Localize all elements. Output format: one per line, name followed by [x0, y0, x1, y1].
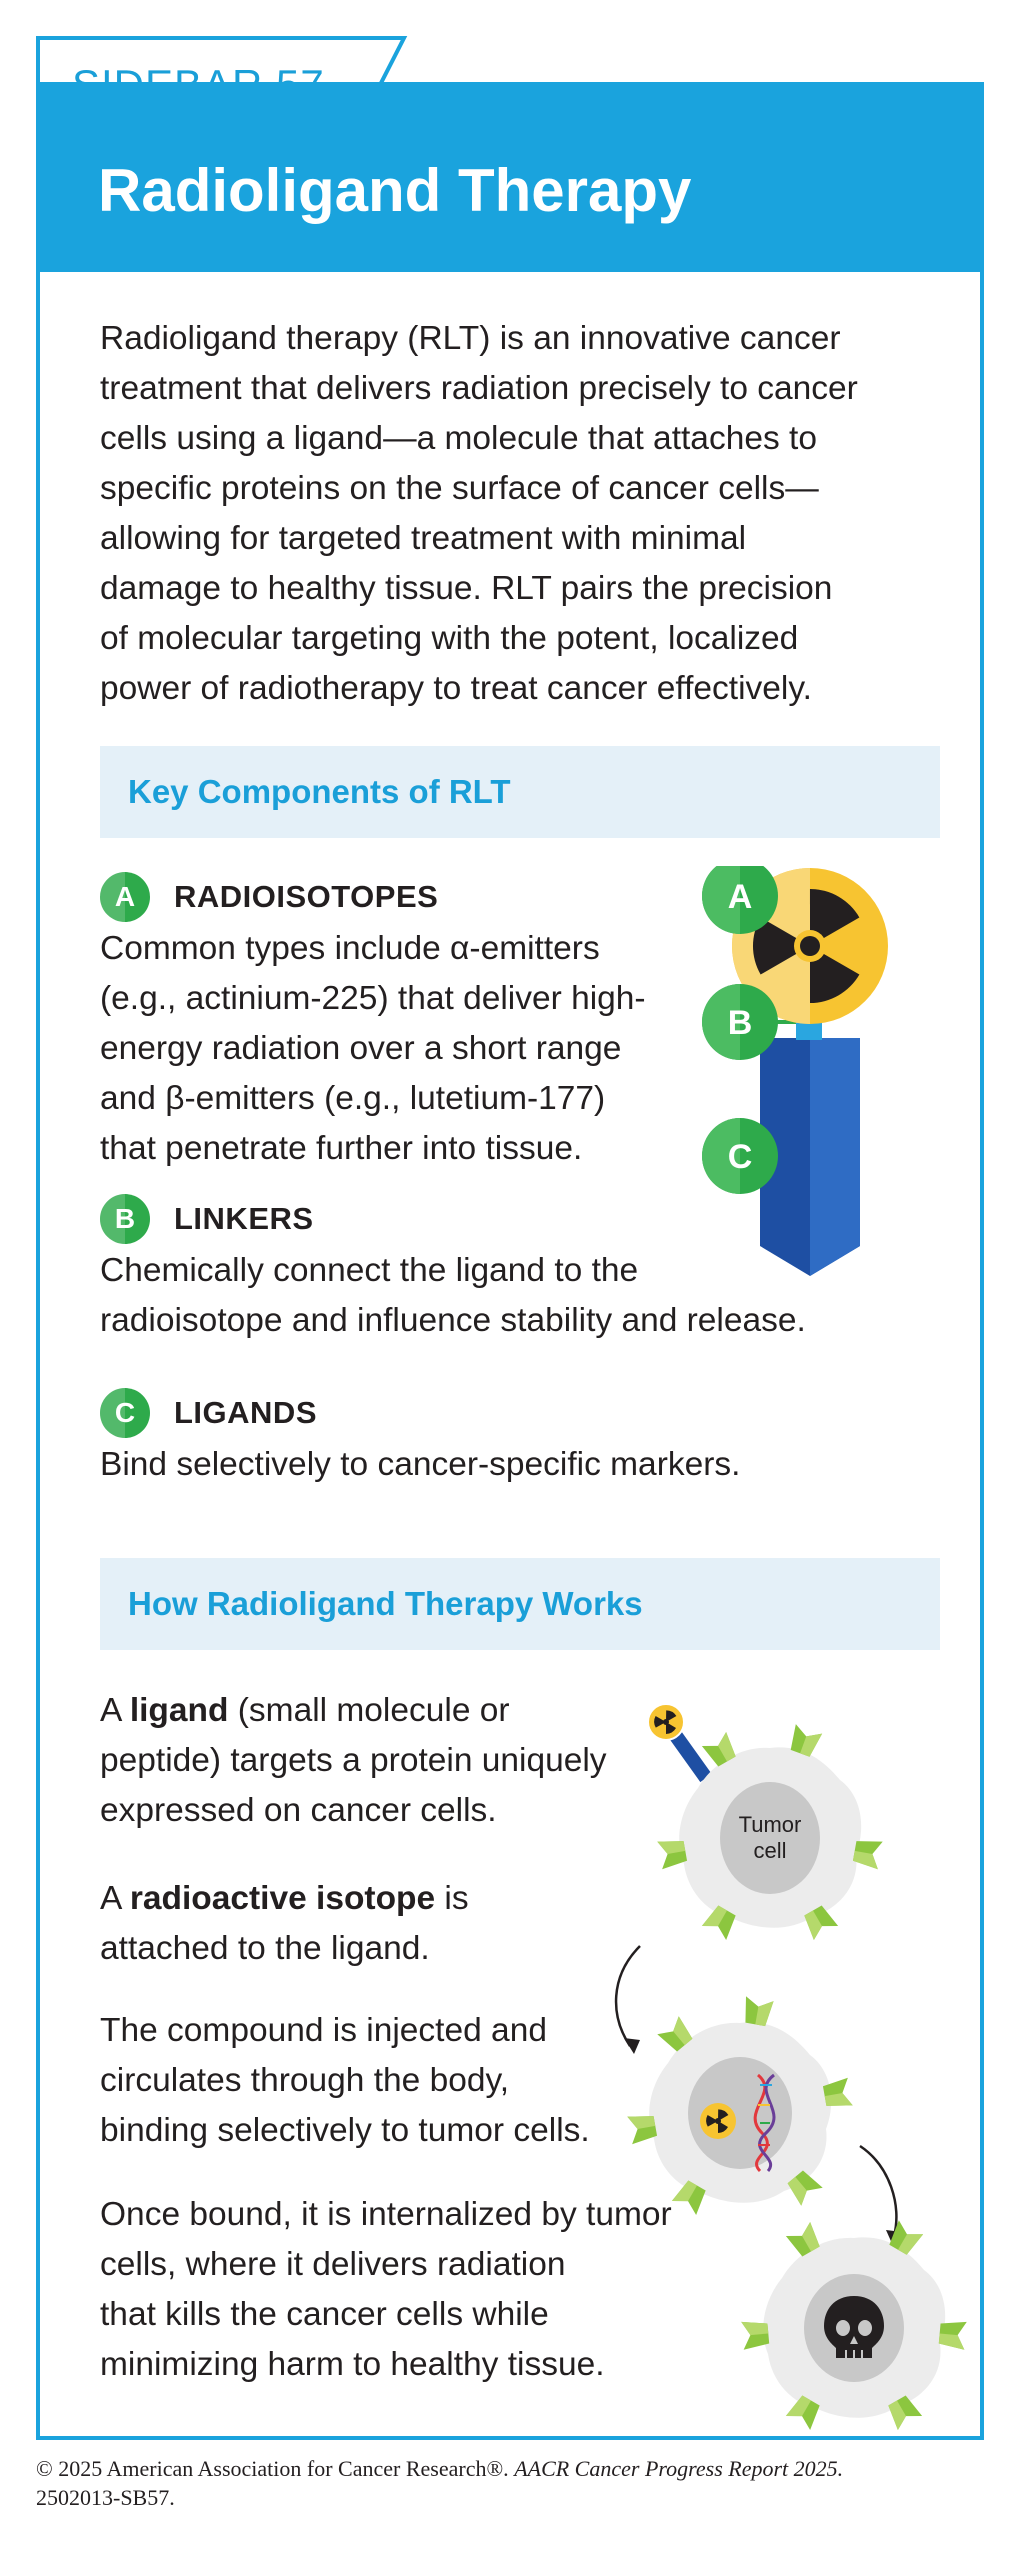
intro-line: cells using a ligand—a molecule that attaches to: [100, 420, 817, 457]
step-4-text: [100, 2190, 672, 2390]
svg-text:B: B: [727, 1004, 753, 1042]
tumor-cell-bound-icon: [627, 1996, 852, 2215]
step-4-line-2: cells, where it delivers radiation: [100, 2246, 566, 2283]
ligand-shape-highlight: [810, 1038, 860, 1276]
step-4-line-4: minimizing harm to healthy tissue.: [100, 2346, 605, 2383]
step-2-line-2: attached to the ligand.: [100, 1930, 430, 1967]
how-it-works-heading: [100, 1558, 940, 1650]
svg-text:C: C: [727, 1138, 753, 1176]
arrow-icon: [616, 1946, 640, 2046]
step-1-line-1: A ligand (small molecule or: [100, 1692, 510, 1729]
step-3-text: [100, 2006, 590, 2156]
intro-line: damage to healthy tissue. RLT pairs the precision: [100, 570, 833, 607]
sidebar-frame: [36, 82, 984, 2440]
component-a-line: (e.g., actinium-225) that deliver high-: [100, 980, 646, 1017]
tumor-cell-dead-icon: [741, 2220, 967, 2430]
step-1-line-2: peptide) targets a protein uniquely: [100, 1742, 607, 1779]
component-a-title: RADIOISOTOPES: [174, 879, 439, 914]
component-b-line: Chemically connect the ligand to the: [100, 1252, 639, 1289]
diagram-label-b: [702, 984, 778, 1060]
step-3-line-2: circulates through the body,: [100, 2062, 510, 2099]
component-b-title: LINKERS: [174, 1201, 314, 1236]
component-a-line: that penetrate further into tissue.: [100, 1130, 583, 1167]
how-it-works-heading-text: How Radioligand Therapy Works: [128, 1585, 643, 1622]
key-components-heading-text: Key Components of RLT: [128, 773, 511, 810]
svg-text:cell: cell: [753, 1838, 787, 1863]
component-b-header: [100, 1194, 314, 1244]
intro-line: specific proteins on the surface of cancer cells—: [100, 470, 819, 507]
component-a-line: energy radiation over a short range: [100, 1030, 622, 1067]
svg-text:Tumor: Tumor: [738, 1812, 802, 1837]
badge-a: A: [100, 872, 150, 922]
intro-line: power of radiotherapy to treat cancer effectively.: [100, 670, 812, 707]
intro-line: of molecular targeting with the potent, localized: [100, 620, 799, 657]
mechanism-illustration: [610, 1666, 980, 2436]
ligand-compound-icon: [648, 1704, 706, 1778]
badge-c: C: [100, 1388, 150, 1438]
arrow-icon: [860, 2146, 896, 2236]
badge-b: B: [100, 1194, 150, 1244]
svg-text:A: A: [727, 878, 753, 916]
footer-line-1: © 2025 American Association for Cancer Research®. AACR Cancer Progress Report 2025.: [36, 2456, 844, 2481]
component-c-line: Bind selectively to cancer-specific markers.: [100, 1446, 741, 1483]
intro-paragraph: [100, 314, 960, 714]
diagram-label-c: [702, 1118, 778, 1194]
footer-credit: [36, 2454, 843, 2512]
step-1-text: [100, 1686, 607, 1836]
component-a-body: [100, 924, 646, 1174]
radiation-symbol-small-icon: [700, 2103, 736, 2139]
title-bar: [40, 86, 980, 272]
intro-line: allowing for targeted treatment with minimal: [100, 520, 747, 557]
step-2-line-1: A radioactive isotope is: [100, 1880, 469, 1917]
component-a-line: Common types include α-emitters: [100, 930, 600, 967]
key-components-heading: [100, 746, 940, 838]
component-c-title: LIGANDS: [174, 1395, 317, 1430]
page-title: Radioligand Therapy: [98, 157, 692, 224]
step-4-line-1: Once bound, it is internalized by tumor: [100, 2196, 672, 2233]
component-b-line: radioisotope and influence stability and release.: [100, 1302, 806, 1339]
radioligand-diagram: [700, 866, 900, 1286]
component-c-body: [100, 1440, 740, 1490]
step-2-text: [100, 1874, 469, 1974]
component-a-header: [100, 872, 438, 922]
step-3-line-3: binding selectively to tumor cells.: [100, 2112, 590, 2149]
intro-line: treatment that delivers radiation precisely to cancer: [100, 370, 858, 407]
component-a-line: and β-emitters (e.g., lutetium-177): [100, 1080, 606, 1117]
step-4-line-3: that kills the cancer cells while: [100, 2296, 549, 2333]
step-3-line-1: The compound is injected and: [100, 2012, 547, 2049]
component-c-header: [100, 1388, 317, 1438]
intro-line: Radioligand therapy (RLT) is an innovative cancer: [100, 320, 841, 357]
step-1-line-3: expressed on cancer cells.: [100, 1792, 497, 1829]
footer-line-2: 2502013-SB57.: [36, 2485, 175, 2510]
